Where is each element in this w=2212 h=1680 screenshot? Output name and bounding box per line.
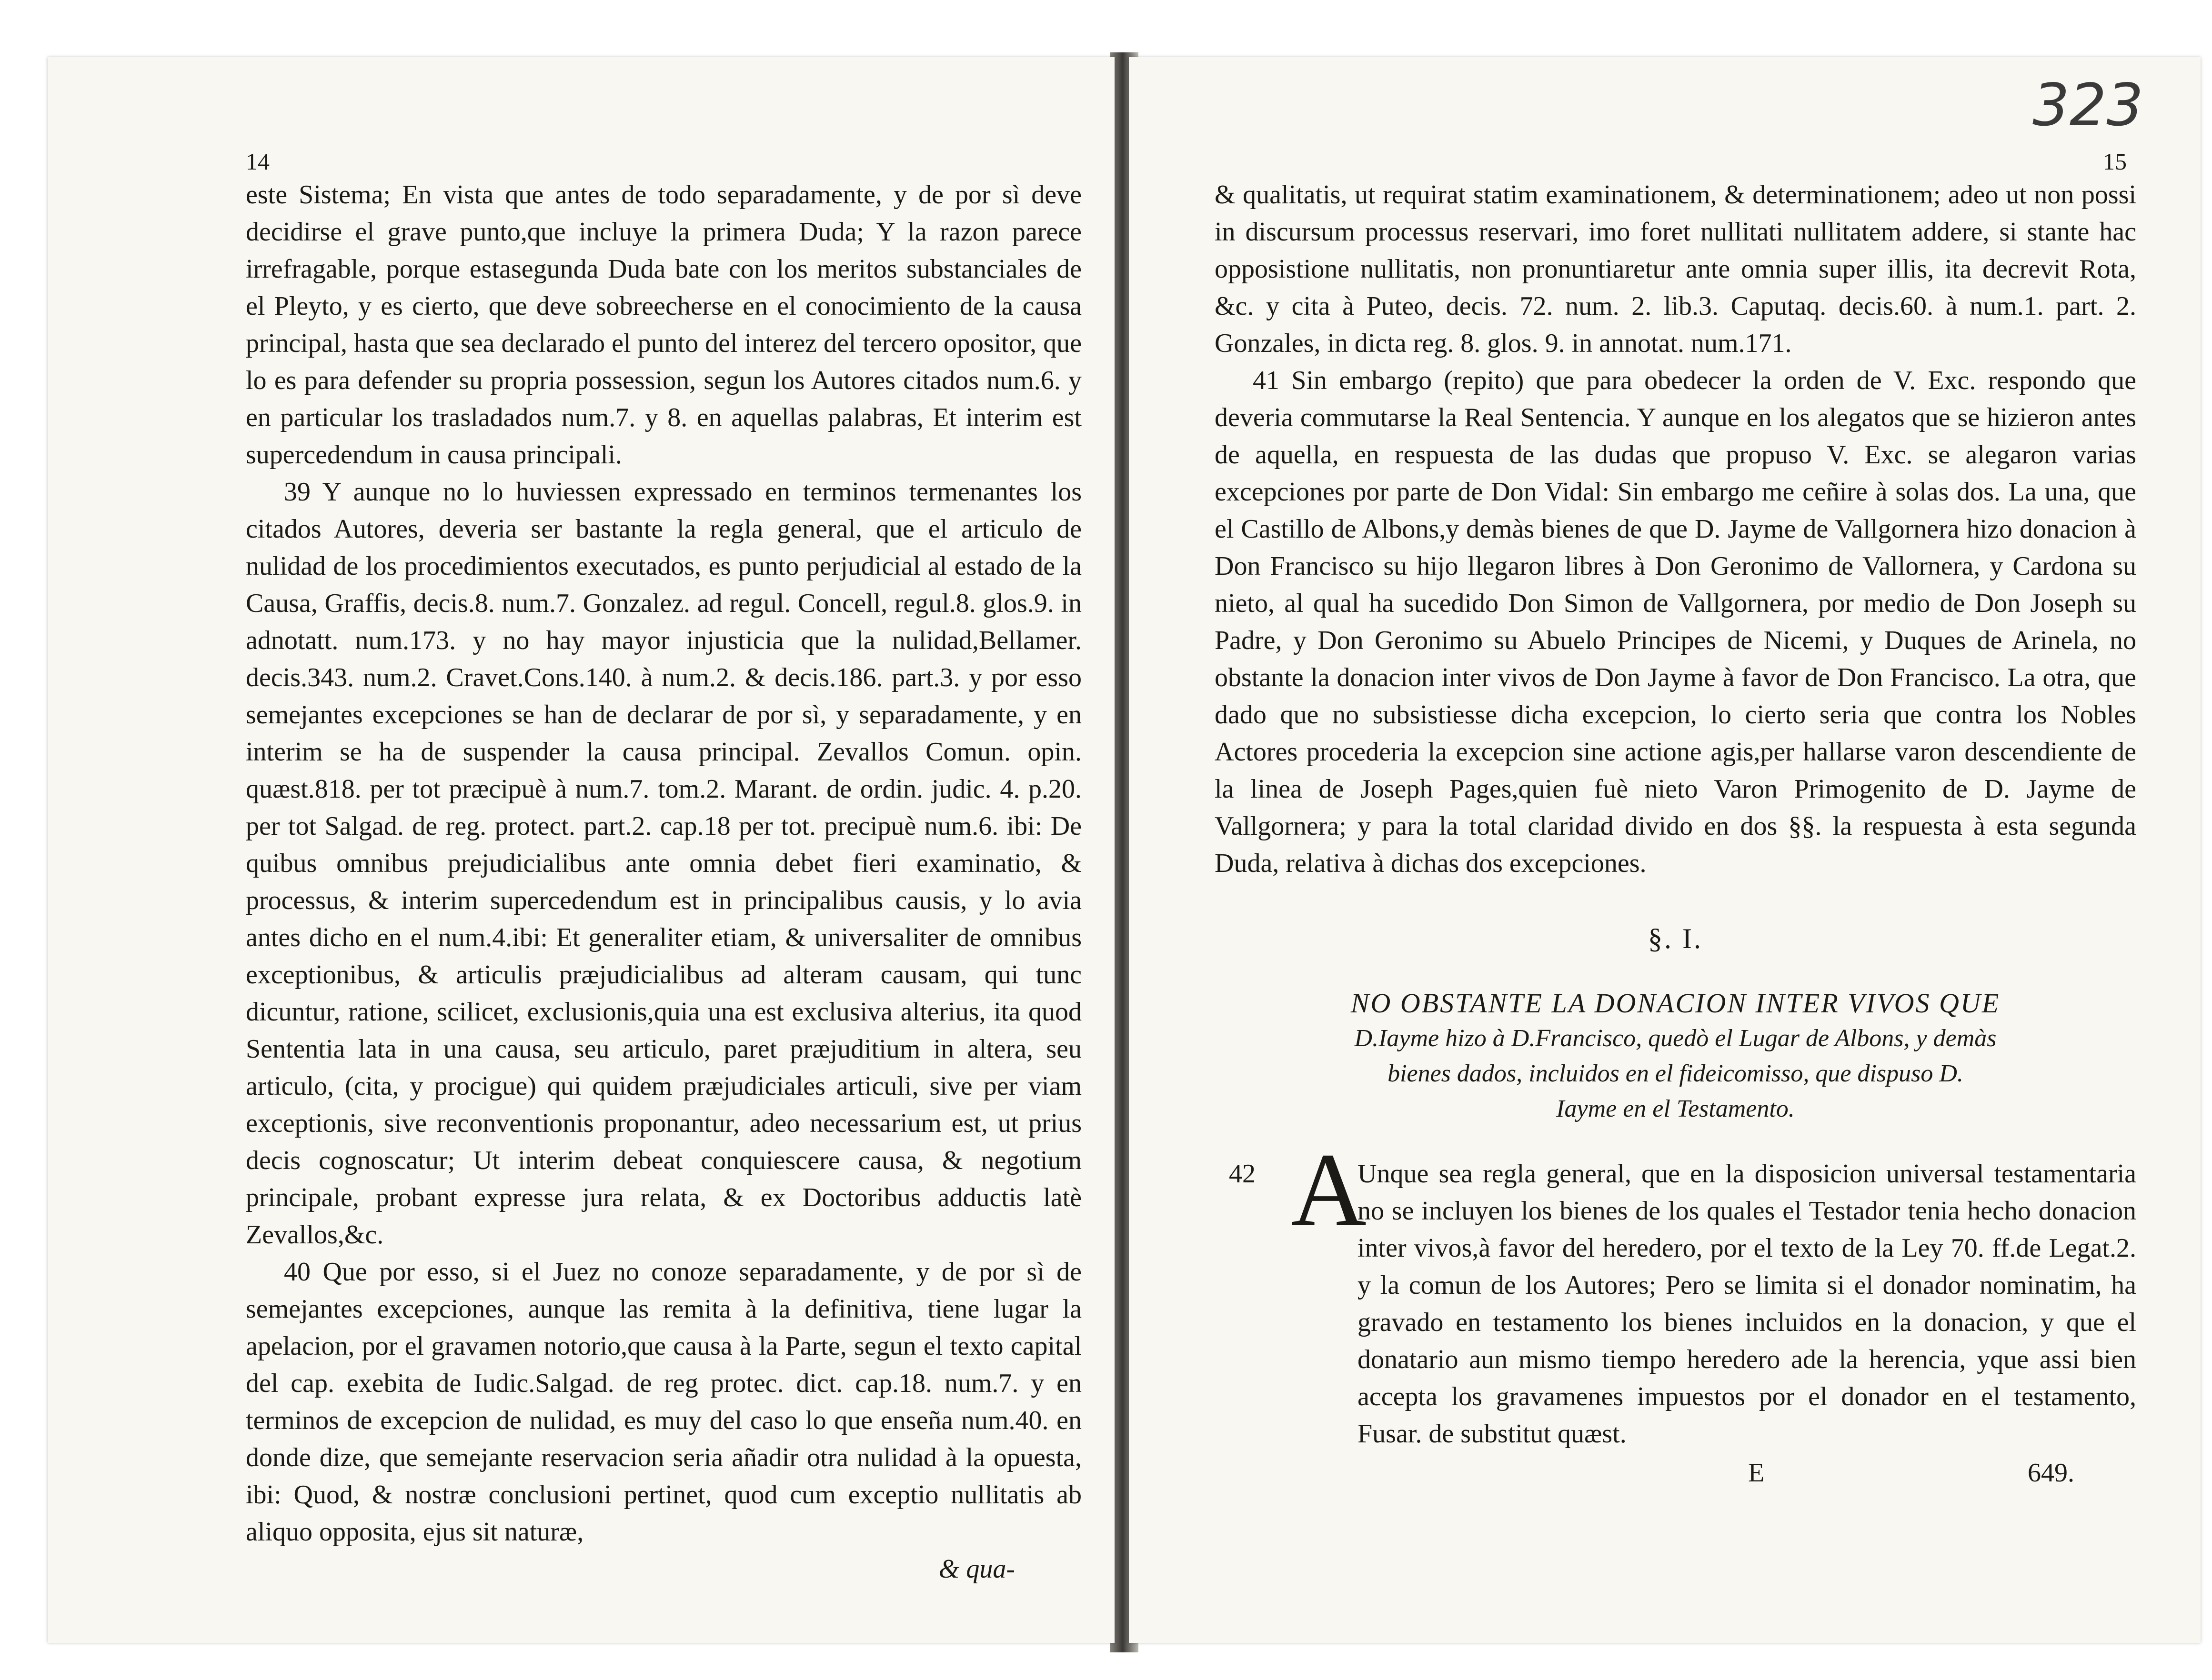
catchword: & qua-: [938, 1554, 1015, 1584]
paragraph-41: 41 Sin embargo (repito) que para obedecer la orden de V. Exc. respondo que deveria commutarse la Real Sentencia. Y aunque en los alegatos que se hizieron antes de aquella, en respuesta de las dudas que propuso V. Exc. se alegaron varias excepciones por parte de Don Vidal: Sin embargo me ceñire à solas dos. La una, que el Castillo de Albons,y demàs bienes de que D. Jayme de Vallgornera hizo donacion à Don Francisco su hijo llegaron libres à Don Geronimo de Vallornera, y Cardona su nieto, al qual ha sucedido Don Simon de Vallgornera, por medio de Don Joseph su Padre, y Don Geronimo su Abuelo Principes de Nicemi, y Duques de Arinela, no obstante la donacion inter vivos de Don Jayme à favor de Don Francisco. La otra, que dado que no subsistiesse dicha excepcion, lo cierto seria que contra los Nobles Actores procederia la excepcion sine actione agis,per hallarse varon descendiente de la linea de Joseph Pages,quien fuè nieto Varon Primogenito de D. Jayme de Vallgornera; y para la total claridad divido en dos §§. la respuesta à esta segunda Duda, relativa à dichas dos excepciones.: [1215, 366, 2136, 878]
paragraph-42: [1215, 1131, 2136, 1452]
section-heading: [1215, 986, 2136, 1127]
paragraph: & qualitatis, ut requirat statim examinationem, & determinationem; adeo ut non possi in discursum processus reservari, imo foret nullitati nullitatem addere, si stante hac opposistione nullitatis, non pronuntiaretur ante omnia super illis, ita decrevit Rota, &c. y cita à Puteo, decis. 72. num. 2. lib.3. Caputaq. decis.60. à num.1. part. 2. Gonzales, in dicta reg. 8. glos. 9. in annotat. num.171.: [1215, 180, 2136, 358]
section-mark: §. I.: [1648, 923, 1703, 954]
catchword: 649.: [2028, 1458, 2074, 1488]
right-text-column: [1215, 176, 2136, 1491]
page-footer: [1215, 1454, 2136, 1491]
left-page: [48, 57, 1115, 1643]
paragraph-number: 42: [1229, 1159, 1256, 1189]
left-text-column: [246, 176, 1082, 1588]
drop-cap: A: [1291, 1131, 1367, 1248]
heading-line: Iayme en el Testamento.: [1556, 1095, 1795, 1122]
right-page: [1129, 57, 2201, 1643]
folio-number: 323: [2032, 71, 2143, 139]
page-number: 14: [246, 148, 270, 175]
paragraph-39: 39 Y aunque no lo huviessen expressado en terminos termenantes los citados Autores, deveria ser bastante la regla general, que el articulo de nulidad de los procedimientos executados, es punto perjudicial al estado de la Causa, Graffis, decis.8. num.7. Gonzalez. ad regul. Concell, regul.8. glos.9. in adnotatt. num.173. y no hay mayor injusticia que la nulidad,Bellamer. decis.343. num.2. Cravet.Cons.140. à num.2. & decis.186. part.3. y por esso semejantes excepciones se han de declarar de por sì, y separadamente, y en interim se ha de suspender la causa principal. Zevallos Comun. opin. quæst.818. per tot præcipuè à num.7. tom.2. Marant. de ordin. judic. 4. p.20. per tot Salgad. de reg. protect. part.2. cap.18 per tot. precipuè num.6. ibi: De quibus omnibus prejudicialibus ante omnia debet fieri examinatio, & processus, & interim supercedendum est in principalibus causis, y lo avia antes dicho en el num.4.ibi: Et generaliter etiam, & universaliter de omnibus exceptionibus, & articulis præjudicialibus ad alteram causam, qui tunc dicuntur, ratione, scilicet, exclusionis,quia una est exclusiva alterius, ita quod Sententia lata in una causa, seu articulo, paret præjuditium in altera, seu articulo, (cita, y procigue) qui quidem præjudiciales articuli, sive per viam exceptionis, sive reconventionis proponantur, adeo necessarium est, ut prius decis cognoscatur; Ut interim debeat conquiescere causa, & negotium principale, probant expresse jura relata, & ex Doctoribus adductis latè Zevallos,&c.: [246, 477, 1082, 1250]
signature-mark: E: [1748, 1458, 1765, 1488]
paragraph: este Sistema; En vista que antes de todo separadamente, y de por sì deve decidirse el grave punto,que incluye la primera Duda; Y la razon parece irrefragable, porque estasegunda Duda bate con los meritos substanciales de el Pleyto, y es cierto, que deve sobreecherse en el conocimiento de la causa principal, hasta que sea declarado el punto del interez del tercero opositor, que lo es para defender su propria possession, segun los Autores citados num.6. y en particular los trasladados num.7. y 8. en aquellas palabras, Et interim est supercedendum in causa principali.: [246, 180, 1082, 470]
paragraph-text: Unque sea regla general, que en la disposicion universal testamentaria no se incluyen los bienes de los quales el Testador tenia hecho donacion inter vivos,à favor del heredero, por el texto de la Ley 70. ff.de Legat.2. y la comun de los Autores; Pero se limita si el donador nominatim, ha gravado en testamento los bienes incluidos en la donacion, y que el donatario aun mismo tiempo heredero ade la herencia, yque assi bien accepta los gravamenes impuestos por el donador en el testamento, Fusar. de substitut quæst.: [1357, 1159, 2136, 1449]
paragraph-40: 40 Que por esso, si el Juez no conoze separadamente, y de por sì de semejantes excepciones, aunque las remita à la definitiva, tiene lugar la apelacion, por el gravamen notorio,que causa à la Parte, segun el texto capital del cap. exebita de Iudic.Salgad. de reg protec. dict. cap.18. num.7. y en terminos de excepcion de nulidad, es muy del caso lo que enseña num.40. en donde dize, que semejante reservacion seria añadir otra nulidad à la opuesta, ibi: Quod, & nostræ conclusioni pertinet, quod cum exceptio nullitatis ab aliquo opposita, ejus sit naturæ,: [246, 1257, 1082, 1547]
heading-line: NO OBSTANTE LA DONACION INTER VIVOS QUE: [1350, 988, 2001, 1019]
page-number: 15: [2103, 148, 2127, 175]
heading-line: bienes dados, incluidos en el fideicomisso, que dispuso D.: [1388, 1060, 1963, 1087]
heading-line: D.Iayme hizo à D.Francisco, quedò el Lugar de Albons, y demàs: [1354, 1025, 1997, 1052]
